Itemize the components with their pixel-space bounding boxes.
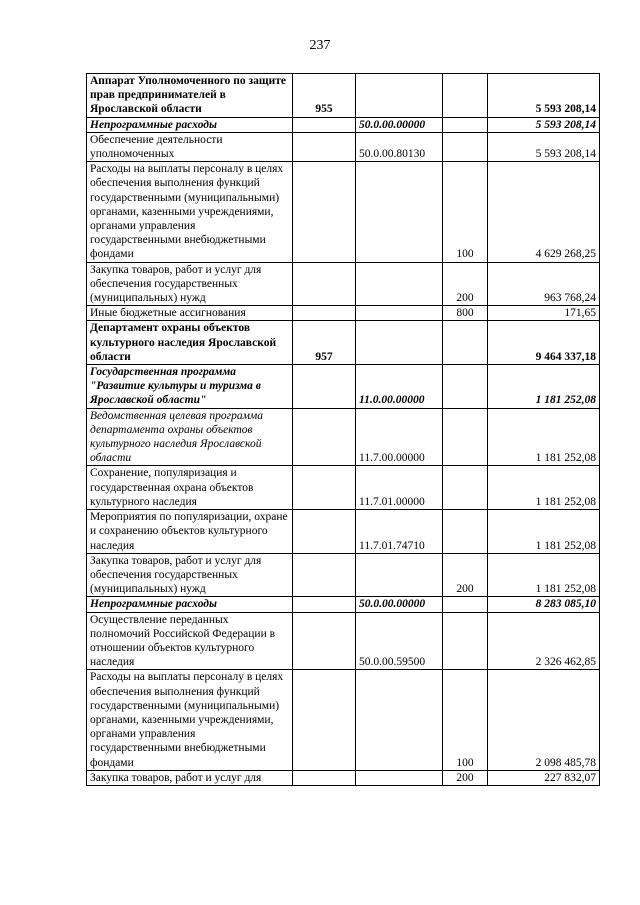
row-amount-cell: 8 283 085,10 [488,597,600,612]
row-name-cell: Закупка товаров, работ и услуг для обеспечения государственных (муниципальных) нужд [87,262,293,306]
table-row [87,466,600,510]
row-expense-type-cell: 800 [443,306,488,321]
row-target-article-cell: 11.7.01.74710 [356,510,443,554]
table-row [87,612,600,670]
row-amount-cell: 1 181 252,08 [488,510,600,554]
row-target-article-cell: 11.7.01.00000 [356,466,443,510]
row-department-code-cell: 955 [293,74,356,118]
row-target-article-cell: 11.7.00.00000 [356,408,443,466]
table-row [87,770,600,785]
row-name-cell: Иные бюджетные ассигнования [87,306,293,321]
row-expense-type-cell [443,74,488,118]
row-expense-type-cell [443,597,488,612]
row-amount-cell: 5 593 208,14 [488,117,600,132]
row-department-code-cell [293,262,356,306]
row-department-code-cell [293,510,356,554]
row-expense-type-cell [443,132,488,161]
row-department-code-cell [293,162,356,262]
row-department-code-cell [293,553,356,597]
row-expense-type-cell: 200 [443,262,488,306]
row-name-cell: Государственная программа "Развитие культуры и туризма в Ярославской области" [87,365,293,409]
row-department-code-cell [293,466,356,510]
row-target-article-cell: 50.0.00.00000 [356,117,443,132]
row-target-article-cell: 11.0.00.00000 [356,365,443,409]
row-name-cell: Ведомственная целевая программа департамента охраны объектов культурного наследия Ярославской области [87,408,293,466]
table-row [87,306,600,321]
row-name-cell: Департамент охраны объектов культурного наследия Ярославской области [87,321,293,365]
row-expense-type-cell [443,612,488,670]
row-target-article-cell [356,74,443,118]
row-amount-cell: 2 326 462,85 [488,612,600,670]
row-expense-type-cell: 100 [443,162,488,262]
row-target-article-cell [356,670,443,770]
row-amount-cell: 1 181 252,08 [488,365,600,409]
row-department-code-cell [293,770,356,785]
row-amount-cell: 9 464 337,18 [488,321,600,365]
row-department-code-cell [293,365,356,409]
row-amount-cell: 2 098 485,78 [488,670,600,770]
row-target-article-cell: 50.0.00.80130 [356,132,443,161]
table-row [87,162,600,262]
row-expense-type-cell [443,510,488,554]
row-department-code-cell [293,306,356,321]
row-expense-type-cell [443,408,488,466]
row-name-cell: Закупка товаров, работ и услуг для обеспечения государственных (муниципальных) нужд [87,553,293,597]
row-name-cell: Сохранение, популяризация и государственная охрана объектов культурного наследия [87,466,293,510]
row-amount-cell: 5 593 208,14 [488,132,600,161]
row-department-code-cell [293,408,356,466]
table-row [87,74,600,118]
row-target-article-cell [356,162,443,262]
row-department-code-cell [293,132,356,161]
row-department-code-cell [293,612,356,670]
row-name-cell: Обеспечение деятельности уполномоченных [87,132,293,161]
table-row [87,132,600,161]
row-amount-cell: 1 181 252,08 [488,408,600,466]
row-amount-cell: 1 181 252,08 [488,553,600,597]
row-department-code-cell [293,117,356,132]
table-row [87,408,600,466]
row-amount-cell: 963 768,24 [488,262,600,306]
row-expense-type-cell [443,321,488,365]
row-expense-type-cell [443,117,488,132]
row-name-cell: Осуществление переданных полномочий Российской Федерации в отношении объектов культурного наследия [87,612,293,670]
table-row [87,553,600,597]
row-target-article-cell [356,306,443,321]
table-row [87,365,600,409]
row-name-cell: Непрограммные расходы [87,117,293,132]
row-name-cell: Закупка товаров, работ и услуг для [87,770,293,785]
row-target-article-cell [356,770,443,785]
row-target-article-cell [356,553,443,597]
row-amount-cell: 1 181 252,08 [488,466,600,510]
row-amount-cell: 227 832,07 [488,770,600,785]
table-row [87,597,600,612]
row-department-code-cell: 957 [293,321,356,365]
row-target-article-cell [356,321,443,365]
table-row [87,670,600,770]
row-name-cell: Расходы на выплаты персоналу в целях обеспечения выполнения функций государственными (муниципальными) органами, казенными учреждениями, органами управления государственными внебюджетными фондами [87,162,293,262]
budget-table [86,73,600,786]
row-amount-cell: 4 629 268,25 [488,162,600,262]
row-amount-cell: 171,65 [488,306,600,321]
row-target-article-cell: 50.0.00.59500 [356,612,443,670]
row-expense-type-cell [443,466,488,510]
row-target-article-cell [356,262,443,306]
row-expense-type-cell: 100 [443,670,488,770]
row-name-cell: Расходы на выплаты персоналу в целях обеспечения выполнения функций государственными (муниципальными) органами, казенными учреждениями, органами управления государственными внебюджетными фондами [87,670,293,770]
row-expense-type-cell [443,365,488,409]
table-row [87,321,600,365]
row-amount-cell: 5 593 208,14 [488,74,600,118]
row-name-cell: Аппарат Уполномоченного по защите прав предпринимателей в Ярославской области [87,74,293,118]
table-row [87,262,600,306]
table-row [87,510,600,554]
row-target-article-cell: 50.0.00.00000 [356,597,443,612]
row-expense-type-cell: 200 [443,770,488,785]
page-number: 237 [309,38,331,53]
row-name-cell: Мероприятия по популяризации, охране и сохранению объектов культурного наследия [87,510,293,554]
row-department-code-cell [293,597,356,612]
row-expense-type-cell: 200 [443,553,488,597]
row-name-cell: Непрограммные расходы [87,597,293,612]
table-row [87,117,600,132]
row-department-code-cell [293,670,356,770]
